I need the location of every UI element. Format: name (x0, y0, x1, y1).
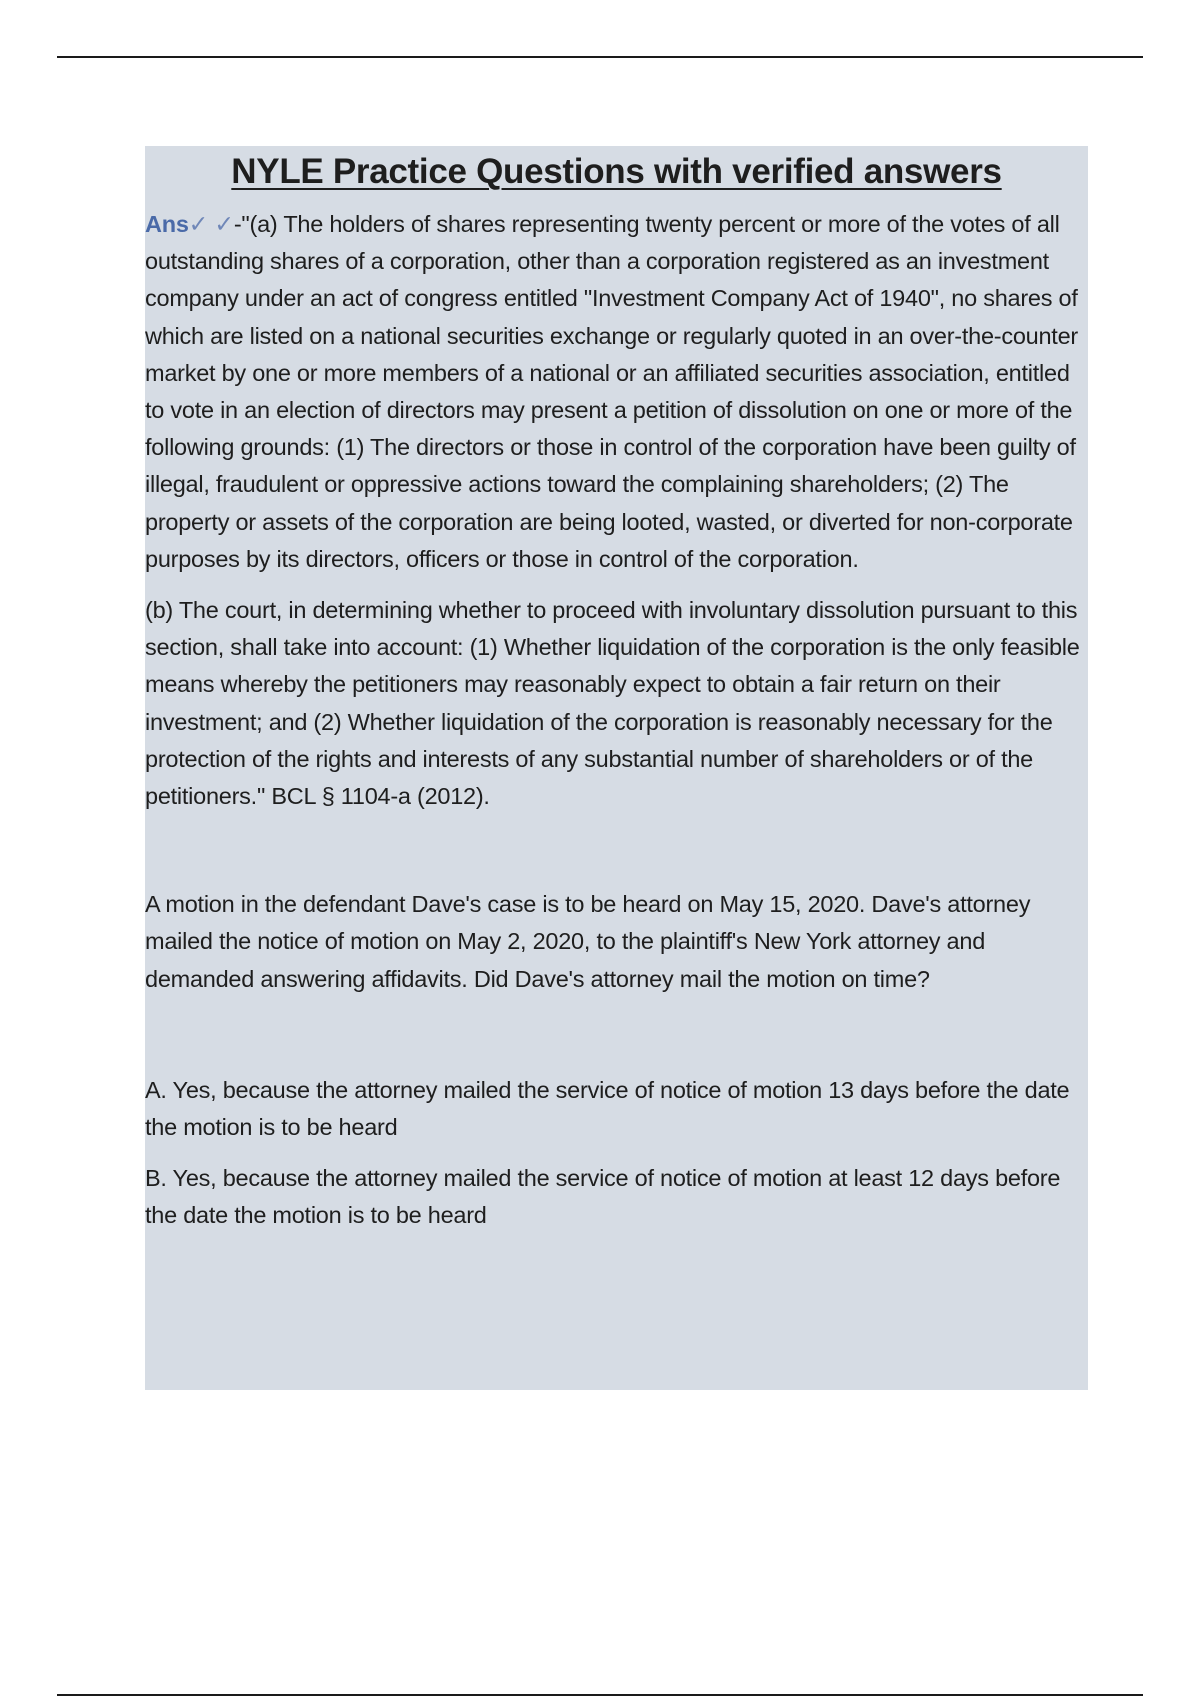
answer-paragraph-a-text: "(a) The holders of shares representing twenty percent or more of the votes of all outstanding shares of a corporation, other than a corporation registered as an investment company under an act of congress entitled "Investment Company Act of 1940", no shares of which are listed on a national securities exchange or regularly quoted in an over-the-counter market by one or more members of a national or an affiliated securities association, entitled to vote in an election of directors may present a petition of dissolution on one or more of the following grounds: (1) The directors or those in control of the corporation have been guilty of illegal, fraudulent or oppressive actions toward the complaining shareholders; (2) The property or assets of the corporation are being looted, wasted, or diverted for non-corporate purposes by its directors, officers or those in control of the corporation. (145, 211, 1078, 572)
answer-paragraph-a (145, 206, 1088, 578)
answer-label: Ans (145, 211, 189, 237)
answer-separator: - (233, 211, 242, 237)
option-b: B. Yes, because the attorney mailed the service of notice of motion at least 12 days before the date the motion is to be heard (145, 1165, 1061, 1229)
header-rule (57, 56, 1143, 58)
check-icon: ✓ ✓ (188, 211, 234, 237)
question-text: A motion in the defendant Dave's case is to be heard on May 15, 2020. Dave's attorney mailed the notice of motion on May 2, 2020, to the plaintiff's New York attorney and demanded answering affidavits. Did Dave's attorney mail the motion on time? (145, 891, 1031, 992)
footer-rule (57, 1694, 1143, 1696)
answer-paragraph-b: (b) The court, in determining whether to proceed with involuntary dissolution pursuant to this section, shall take into account: (1) Whether liquidation of the corporation is the only feasible means whereby the petitioners may reasonably expect to obtain a fair return on their investment; and (2) Whether liquidation of the corporation is reasonably necessary for the protection of the rights and interests of any substantial number of shareholders or of the petitioners." BCL § 1104-a (2012). (145, 597, 1080, 810)
document-content (145, 146, 1088, 1390)
document-title: NYLE Practice Questions with verified answers (231, 152, 1002, 191)
option-a: A. Yes, because the attorney mailed the service of notice of motion 13 days before the date the motion is to be heard (145, 1076, 1070, 1141)
